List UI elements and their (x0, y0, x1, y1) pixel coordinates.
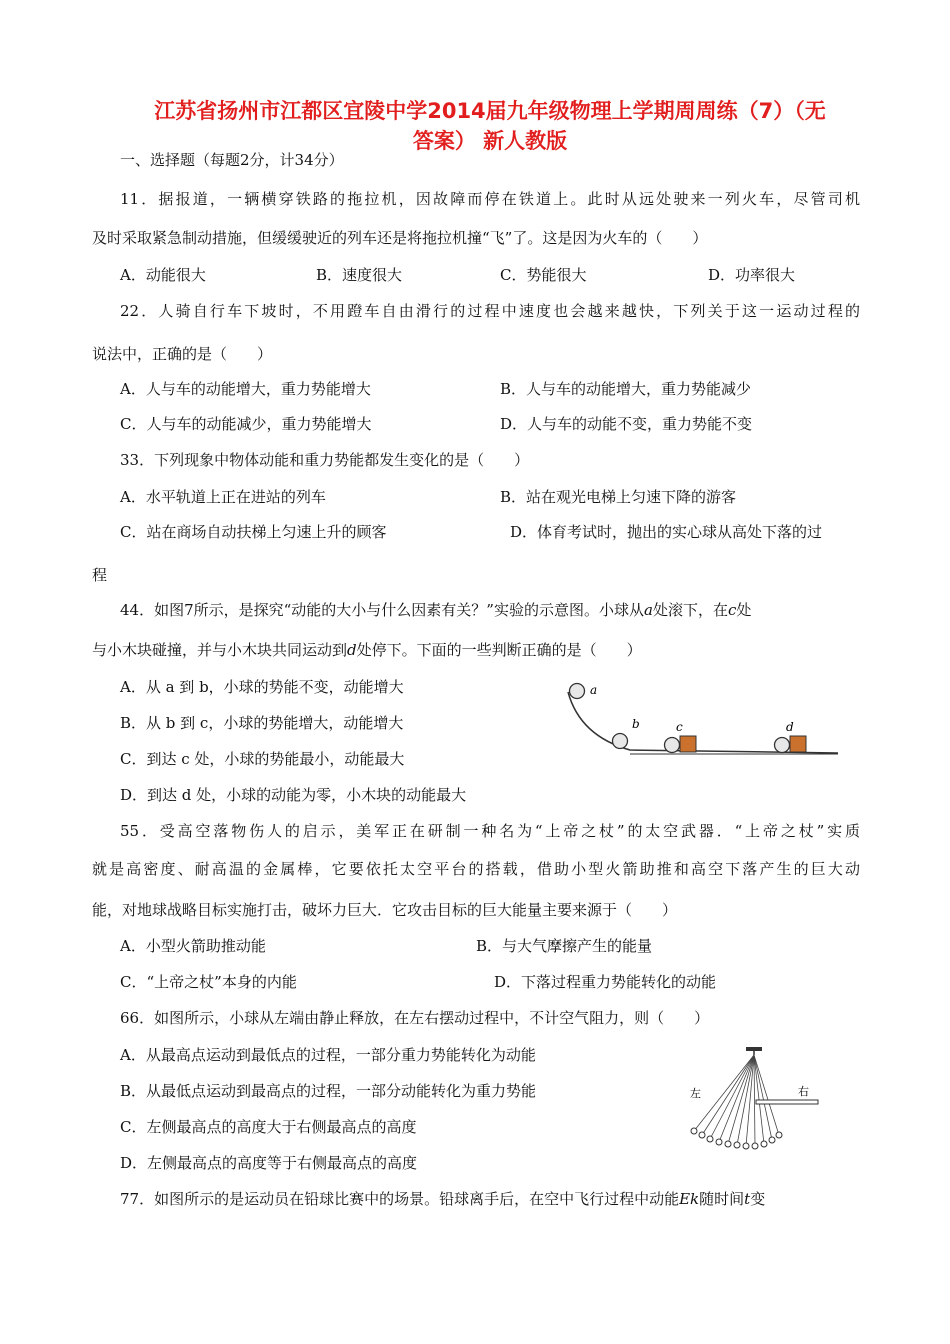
label-b: b (632, 717, 640, 731)
label-a: a (590, 683, 598, 697)
q7-stem-part3: 变 (750, 1190, 766, 1208)
q6-option-b: B．从最低点运动到最高点的过程，一部分动能转化为重力势能 (120, 1082, 537, 1100)
page-title (120, 96, 860, 156)
q6-stem: 66．如图所示，小球从左端由静止释放，在左右摆动过程中，不计空气阻力，则（ ） (120, 1009, 710, 1027)
q5-option-d: D．下落过程重力势能转化的动能 (494, 973, 717, 991)
q5-option-b: B．与大气摩擦产生的能量 (476, 937, 653, 955)
q7-stem-part1: 77．如图所示的是运动员在铅球比赛中的场景。铅球离手后，在空中飞行过程中动能 (120, 1190, 680, 1208)
q6-option-a: A．从最高点运动到最低点的过程，一部分重力势能转化为动能 (120, 1046, 536, 1064)
q1-stem-line1: 11．据报道，一辆横穿铁路的拖拉机，因故障而停在铁道上。此时从远处驶来一列火车，尽管司机 (120, 190, 860, 208)
pivot-mount (746, 1047, 762, 1051)
q4-stem-part1: 44．如图7所示，是探究“动能的大小与什么因素有关？”实验的示意图。小球从 (120, 601, 644, 619)
q4-option-a: A．从 a 到 b，小球的势能不变，动能增大 (120, 678, 404, 696)
q2-option-a: A．人与车的动能增大，重力势能增大 (120, 380, 371, 398)
q3-option-d: D．体育考试时，抛出的实心球从高处下落的过 (510, 523, 823, 541)
q4-stem-part5: 处停下。下面的一些判断正确的是（ ） (356, 641, 642, 659)
q3-option-c: C．站在商场自动扶梯上匀速上升的顾客 (120, 523, 387, 541)
ball-d (775, 738, 790, 753)
q5-option-c: C．“上帝之杖”本身的内能 (120, 973, 297, 991)
ball-b (613, 734, 628, 749)
q7-var-t: t (744, 1190, 751, 1208)
q2-stem-line1: 22．人骑自行车下坡时，不用蹬车自由滑行的过程中速度也会越来越快，下列关于这一运动过程的 (120, 302, 860, 320)
section-heading: 一、选择题（每题2分，计34分） (120, 151, 344, 169)
ball-a (570, 684, 585, 699)
label-d: d (786, 720, 794, 734)
q7-stem-part2: 随时间 (699, 1190, 745, 1208)
q1-option-d: D．功率很大 (708, 266, 796, 284)
q4-var-c: c (727, 601, 737, 619)
figure-7-ramp-diagram (560, 678, 850, 764)
label-left: 左 (690, 1087, 701, 1100)
q4-stem-line1 (120, 600, 751, 620)
q5-stem-line2: 就是高密度、耐高温的金属棒，它要依托太空平台的搭载，借助小型火箭助推和高空下落产生的巨大动 (92, 860, 860, 878)
block-d (790, 736, 806, 752)
q1-option-c: C．势能很大 (500, 266, 587, 284)
label-right: 右 (798, 1085, 809, 1098)
q7-stem-line1 (120, 1189, 765, 1209)
q4-option-b: B．从 b 到 c，小球的势能增大，动能增大 (120, 714, 404, 732)
q4-stem-part2: 处滚下，在 (652, 601, 728, 619)
title-line-2: 答案） 新人教版 (412, 129, 568, 153)
q5-stem-line3: 能，对地球战略目标实施打击，破坏力巨大．它攻击目标的巨大能量主要来源于（ ） (92, 901, 678, 919)
q3-option-d-wrap: 程 (92, 566, 108, 584)
block-c (680, 736, 696, 752)
q2-option-b: B．人与车的动能增大，重力势能减少 (500, 380, 752, 398)
q3-option-b: B．站在观光电梯上匀速下降的游客 (500, 488, 737, 506)
q7-var-ek: Ek (679, 1190, 700, 1208)
q4-stem-part4: 与小木块碰撞，并与小木块共同运动到 (92, 641, 348, 659)
q4-var-d: d (347, 641, 357, 659)
q2-option-c: C．人与车的动能减少，重力势能增大 (120, 415, 372, 433)
title-line-1: 江苏省扬州市江都区宜陵中学2014届九年级物理上学期周周练（7）（无 (154, 99, 826, 123)
nail-rod (756, 1100, 818, 1104)
q6-option-c: C．左侧最高点的高度大于右侧最高点的高度 (120, 1118, 417, 1136)
q4-stem-part3: 处 (736, 601, 752, 619)
q1-option-b: B．速度很大 (316, 266, 403, 284)
q5-option-a: A．小型火箭助推动能 (120, 937, 266, 955)
q3-option-a: A．水平轨道上正在进站的列车 (120, 488, 326, 506)
q4-option-d: D．到达 d 处，小球的动能为零，小木块的动能最大 (120, 786, 467, 804)
ball-c (665, 738, 680, 753)
q4-var-a: a (643, 601, 653, 619)
q4-option-c: C．到达 c 处，小球的势能最小，动能最大 (120, 750, 405, 768)
q1-option-a: A．动能很大 (120, 266, 206, 284)
q3-stem: 33．下列现象中物体动能和重力势能都发生变化的是（ ） (120, 451, 530, 469)
q1-stem-line2: 及时采取紧急制动措施，但缓缓驶近的列车还是将拖拉机撞“飞”了。这是因为火车的（ ） (92, 229, 708, 247)
q2-stem-line2: 说法中，正确的是（ ） (92, 345, 273, 363)
pendulum-diagram (680, 1045, 830, 1155)
label-c: c (676, 720, 683, 734)
q5-stem-line1: 55．受高空落物伤人的启示，美军正在研制一种名为“上帝之杖”的太空武器．“上帝之杖”实质 (120, 822, 860, 840)
q4-stem-line2 (92, 640, 642, 660)
q2-option-d: D．人与车的动能不变，重力势能不变 (500, 415, 753, 433)
q6-option-d: D．左侧最高点的高度等于右侧最高点的高度 (120, 1154, 418, 1172)
